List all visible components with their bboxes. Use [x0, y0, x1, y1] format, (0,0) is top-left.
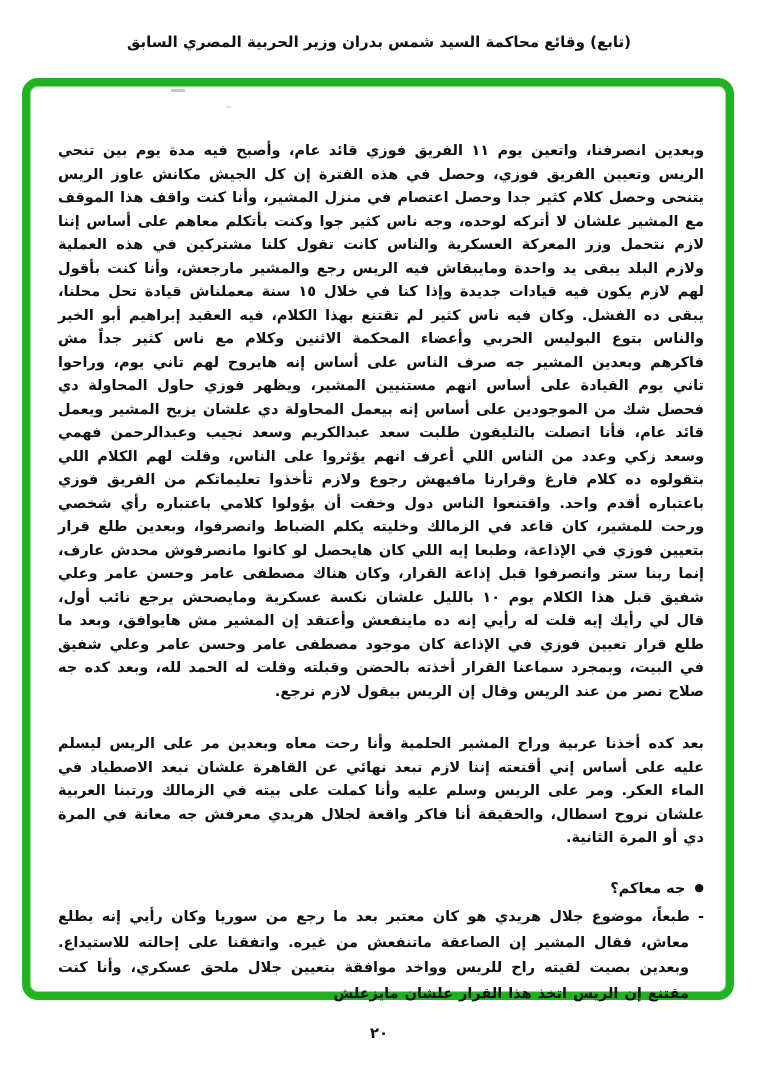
body-paragraph: وبعدين انصرفنا، واتعين يوم ١١ الفريق فوزي قائد عام، وأصبح فيه مدة يوم بين تنحي الريس وتعيين الفريق فوزي، وحصل في هذه الفترة إن كل الجيش مكانش عاوز الريس يتنحى وحصل كلام كثير جدا وحصل اعتصام في منزل المشير، وأنا كنت واقف هذا الموقف مع المشير علشان لا أتركه لوحده، وجه ناس كثير جوا وكنت بأتكلم معاهم على أساس إننا لازم نتحمل وزر المعركة العسكرية والناس كانت تقول كلنا مشتركين في هذه العملية ولازم البلد يبقى يد واحدة ومايبقاش فيه الريس رجع والمشير مارجعش، وأنا كنت بأقول لهم لازم يكون فيه قيادات جديدة وإذا كنا في خلال ١٥ سنة معملناش قيادة تحل محلنا، يبقى ده الفشل. وكان فيه ناس كثير لم تقتنع بهذا الكلام، فيه العقيد إبراهيم أبو الخير والناس بتوع البوليس الحربي وأعضاء المحكمة الاثنين وكلام مع ناس كثير جداً مش فاكرهم وبعدين المشير جه صرف الناس على أساس إنه هايروح لهم تاني يوم، وراحوا تاني يوم القيادة على أساس انهم مستنيين المشير، ويظهر فوزي حاول المحاولة دي فحصل شك من الموجودين على أساس إنه بيعمل المحاولة دي علشان يزيح المشير ويعمل قائد عام، فأنا اتصلت بالتليفون طلبت سعد عبدالكريم وسعد نجيب وعبدالرحمن فهمي وسعد زكي وعدد من الناس اللي أعرف انهم يؤثروا على الناس، وقلت لهم الكلام اللي بتقولوه ده كلام فارغ وقرارنا مافيهش رجوع ولازم تأخذوا تعليماتكم من الفريق فوزي باعتباره أقدم واحد. واقتنعوا الناس دول وخفت أن يؤولوا كلامي باعتباره رأي شخصي ورحت للمشير، كان قاعد في الزمالك وخليته يكلم الضباط وانصرفوا، وبعدين طلع قرار بتعيين فوزي في الإذاعة، وطبعا إيه اللي كان هايحصل لو كانوا مانصرفوش محدش عارف، إنما ربنا ستر وانصرفوا قبل إذاعة القرار، وكان هناك مصطفى عامر وحسن عامر وعلي شفيق قبل هذا الكلام يوم ١٠ بالليل علشان نكسة عسكرية ومايصحش يرجع نائب أول، قال لي رأيك إيه قلت له رأيي إنه ده ماينفعش وأعتقد إن المشير مش هايوافق، وبعد ما طلع قرار تعيين فوزي في الإذاعة كان موجود مصطفى عامر وحسن عامر وعلي شفيق في البيت، وبمجرد سماعنا القرار أخذته بالحضن وقبلته وقلت له الحمد لله، وبعد كده جه صلاح نصر من عند الريس وقال إن الريس بيقول لازم نرجع. — [58, 143, 704, 700]
green-border-frame — [22, 78, 734, 1000]
question-line — [58, 876, 704, 902]
answer-block — [58, 905, 704, 1007]
answer-text: طبعاً، موضوع جلال هريدي هو كان معتبر بعد ما رجع من سوريا وكان رأيي إنه يطلع معاش، فقال المشير إن الصاعقة ماتنفعش من غيره. واتفقنا على إحالته للاستيداع. وبعدين بصيت لقيته راح للريس وواخد موافقة بتعيين جلال ملحق عسكري، وأنا كنت مقتنع إن الريس اتخذ هذا القرار علشان مايزعلش — [58, 909, 690, 1002]
document-body — [30, 86, 726, 1002]
dash-marker: - — [697, 909, 704, 925]
page-header-title: (تابع) وقائع محاكمة السيد شمس بدران وزير الحربية المصري السابق — [126, 33, 632, 51]
bullet-icon: ● — [694, 880, 704, 894]
body-paragraph: بعد كده أخذنا عربية وراح المشير الحلمية وأنا رحت معاه وبعدين مر على الريس ليسلم عليه على أساس إني أقنعته إننا لازم نبعد نهائي عن القاهرة علشان نبعد الاصطياد في الماء العكر. ومر على الريس وسلم عليه وأنا كملت على بيته في الزمالك ورتبنا العربية علشان نروح اسطال، والحقيقة أنا فاكر واقعة لجلال هريدي معرفش جه معانة في المرة دي أو المرة الثانية. — [58, 736, 704, 846]
question-text: جه معاكم؟ — [610, 880, 686, 897]
page-number: ٢٠ — [369, 1024, 389, 1042]
